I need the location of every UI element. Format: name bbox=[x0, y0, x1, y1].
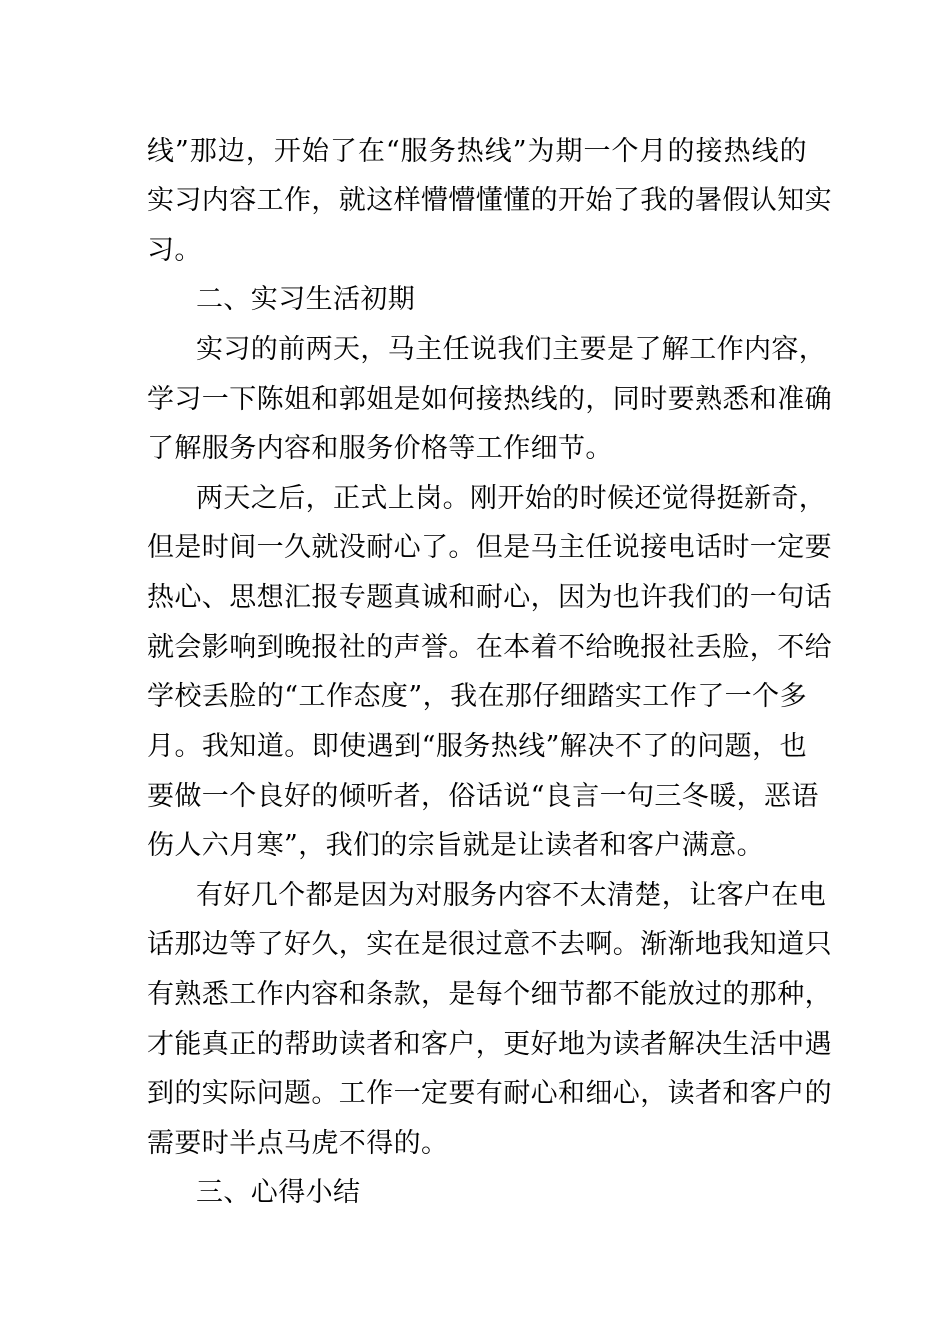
text-line: 习。 bbox=[147, 235, 202, 266]
text-line: 有好几个都是因为对服务内容不太清楚，让客户在电 bbox=[196, 880, 827, 911]
text-line: 话那边等了好久，实在是很过意不去啊。渐渐地我知道只 bbox=[147, 929, 832, 960]
text-line: 有熟悉工作内容和条款，是每个细节都不能放过的那种， bbox=[147, 979, 832, 1010]
text-line: 要做一个良好的倾听者，俗话说“良言一句三冬暖，恶语 bbox=[147, 781, 819, 812]
text-line: 线”那边，开始了在“服务热线”为期一个月的接热线的 bbox=[147, 136, 807, 167]
text-line: 实习的前两天，马主任说我们主要是了解工作内容， bbox=[196, 334, 827, 365]
text-line: 需要时半点马虎不得的。 bbox=[147, 1128, 449, 1159]
text-line: 两天之后，正式上岗。刚开始的时候还觉得挺新奇， bbox=[196, 483, 827, 514]
section-heading: 二、实习生活初期 bbox=[196, 284, 416, 315]
text-line: 学校丢脸的“工作态度”，我在那仔细踏实工作了一个多 bbox=[147, 681, 807, 712]
text-line: 实习内容工作，就这样懵懵懂懂的开始了我的暑假认知实 bbox=[147, 185, 832, 216]
text-line: 但是时间一久就没耐心了。但是马主任说接电话时一定要 bbox=[147, 532, 832, 563]
text-line: 就会影响到晚报社的声誉。在本着不给晚报社丢脸，不给 bbox=[147, 632, 832, 663]
text-line: 热心、思想汇报专题真诚和耐心，因为也许我们的一句话 bbox=[147, 582, 832, 613]
text-line: 到的实际问题。工作一定要有耐心和细心，读者和客户的 bbox=[147, 1078, 832, 1109]
text-line: 月。我知道。即使遇到“服务热线”解决不了的问题，也 bbox=[147, 731, 807, 762]
text-line: 伤人六月寒”，我们的宗旨就是让读者和客户满意。 bbox=[147, 830, 765, 861]
text-line: 了解服务内容和服务价格等工作细节。 bbox=[147, 433, 613, 464]
text-line: 才能真正的帮助读者和客户，更好地为读者解决生活中遇 bbox=[147, 1029, 832, 1060]
text-line: 学习一下陈姐和郭姐是如何接热线的，同时要熟悉和准确 bbox=[147, 384, 832, 415]
section-heading: 三、心得小结 bbox=[196, 1177, 361, 1208]
